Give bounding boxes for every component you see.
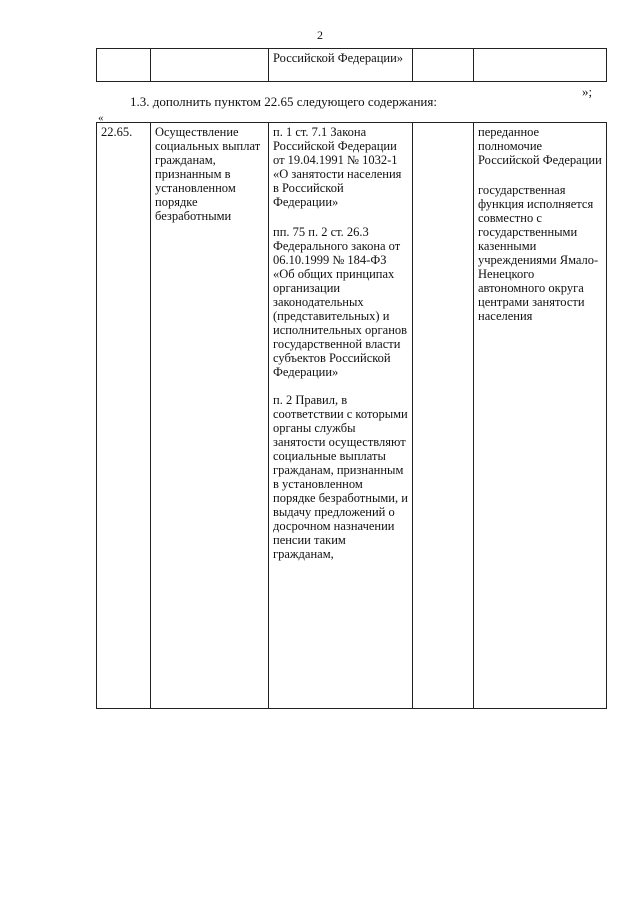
table-cell [151,49,269,82]
item-name-cell [151,123,269,709]
new-item-table [96,122,607,709]
page-number: 2 [317,28,323,42]
opening-quote: « [98,112,104,124]
table-cell [474,49,607,82]
item-number-cell [97,123,151,709]
item-name: Осуществление социальных выплат гражданам, признанным в установленном порядке безработными [155,125,261,223]
notes-cell [474,123,607,709]
note-paragraph: государственная функция исполняется совместно с государственными казенными учреждениями Ямало-Ненецкого автономного округа центрами занятости населения [478,183,599,323]
legal-basis-paragraph: пп. 75 п. 2 ст. 26.3 Федерального закона от 06.10.1999 № 184-ФЗ «Об общих принципах организации законодательных (представительных) и исполнительных органов государственной власти субъектов Российской Федерации» [273,225,408,379]
closing-quote: »; [582,84,593,99]
table-cell [413,49,474,82]
legal-basis-paragraph: п. 1 ст. 7.1 Закона Российской Федерации от 19.04.1991 № 1032-1 «О занятости населения в Российской Федерации» [273,125,402,209]
note-paragraph: переданное полномочие Российской Федерации [478,125,602,167]
legal-basis-cell [269,123,413,709]
table-row [97,49,607,82]
table-cell [97,49,151,82]
empty-cell [413,123,474,709]
table-row [97,123,607,709]
item-number: 22.65. [101,125,133,139]
continued-table [96,48,607,82]
table-cell: Российской Федерации» [269,49,413,82]
legal-basis-paragraph: п. 2 Правил, в соответствии с которыми органы службы занятости осуществляют социальные выплаты гражданам, признанным в установленном порядке безработными, и выдачу предложений о досрочном назначении пенсии таким гражданам, [273,393,408,561]
amendment-text: 1.3. дополнить пунктом 22.65 следующего содержания: [130,94,437,109]
